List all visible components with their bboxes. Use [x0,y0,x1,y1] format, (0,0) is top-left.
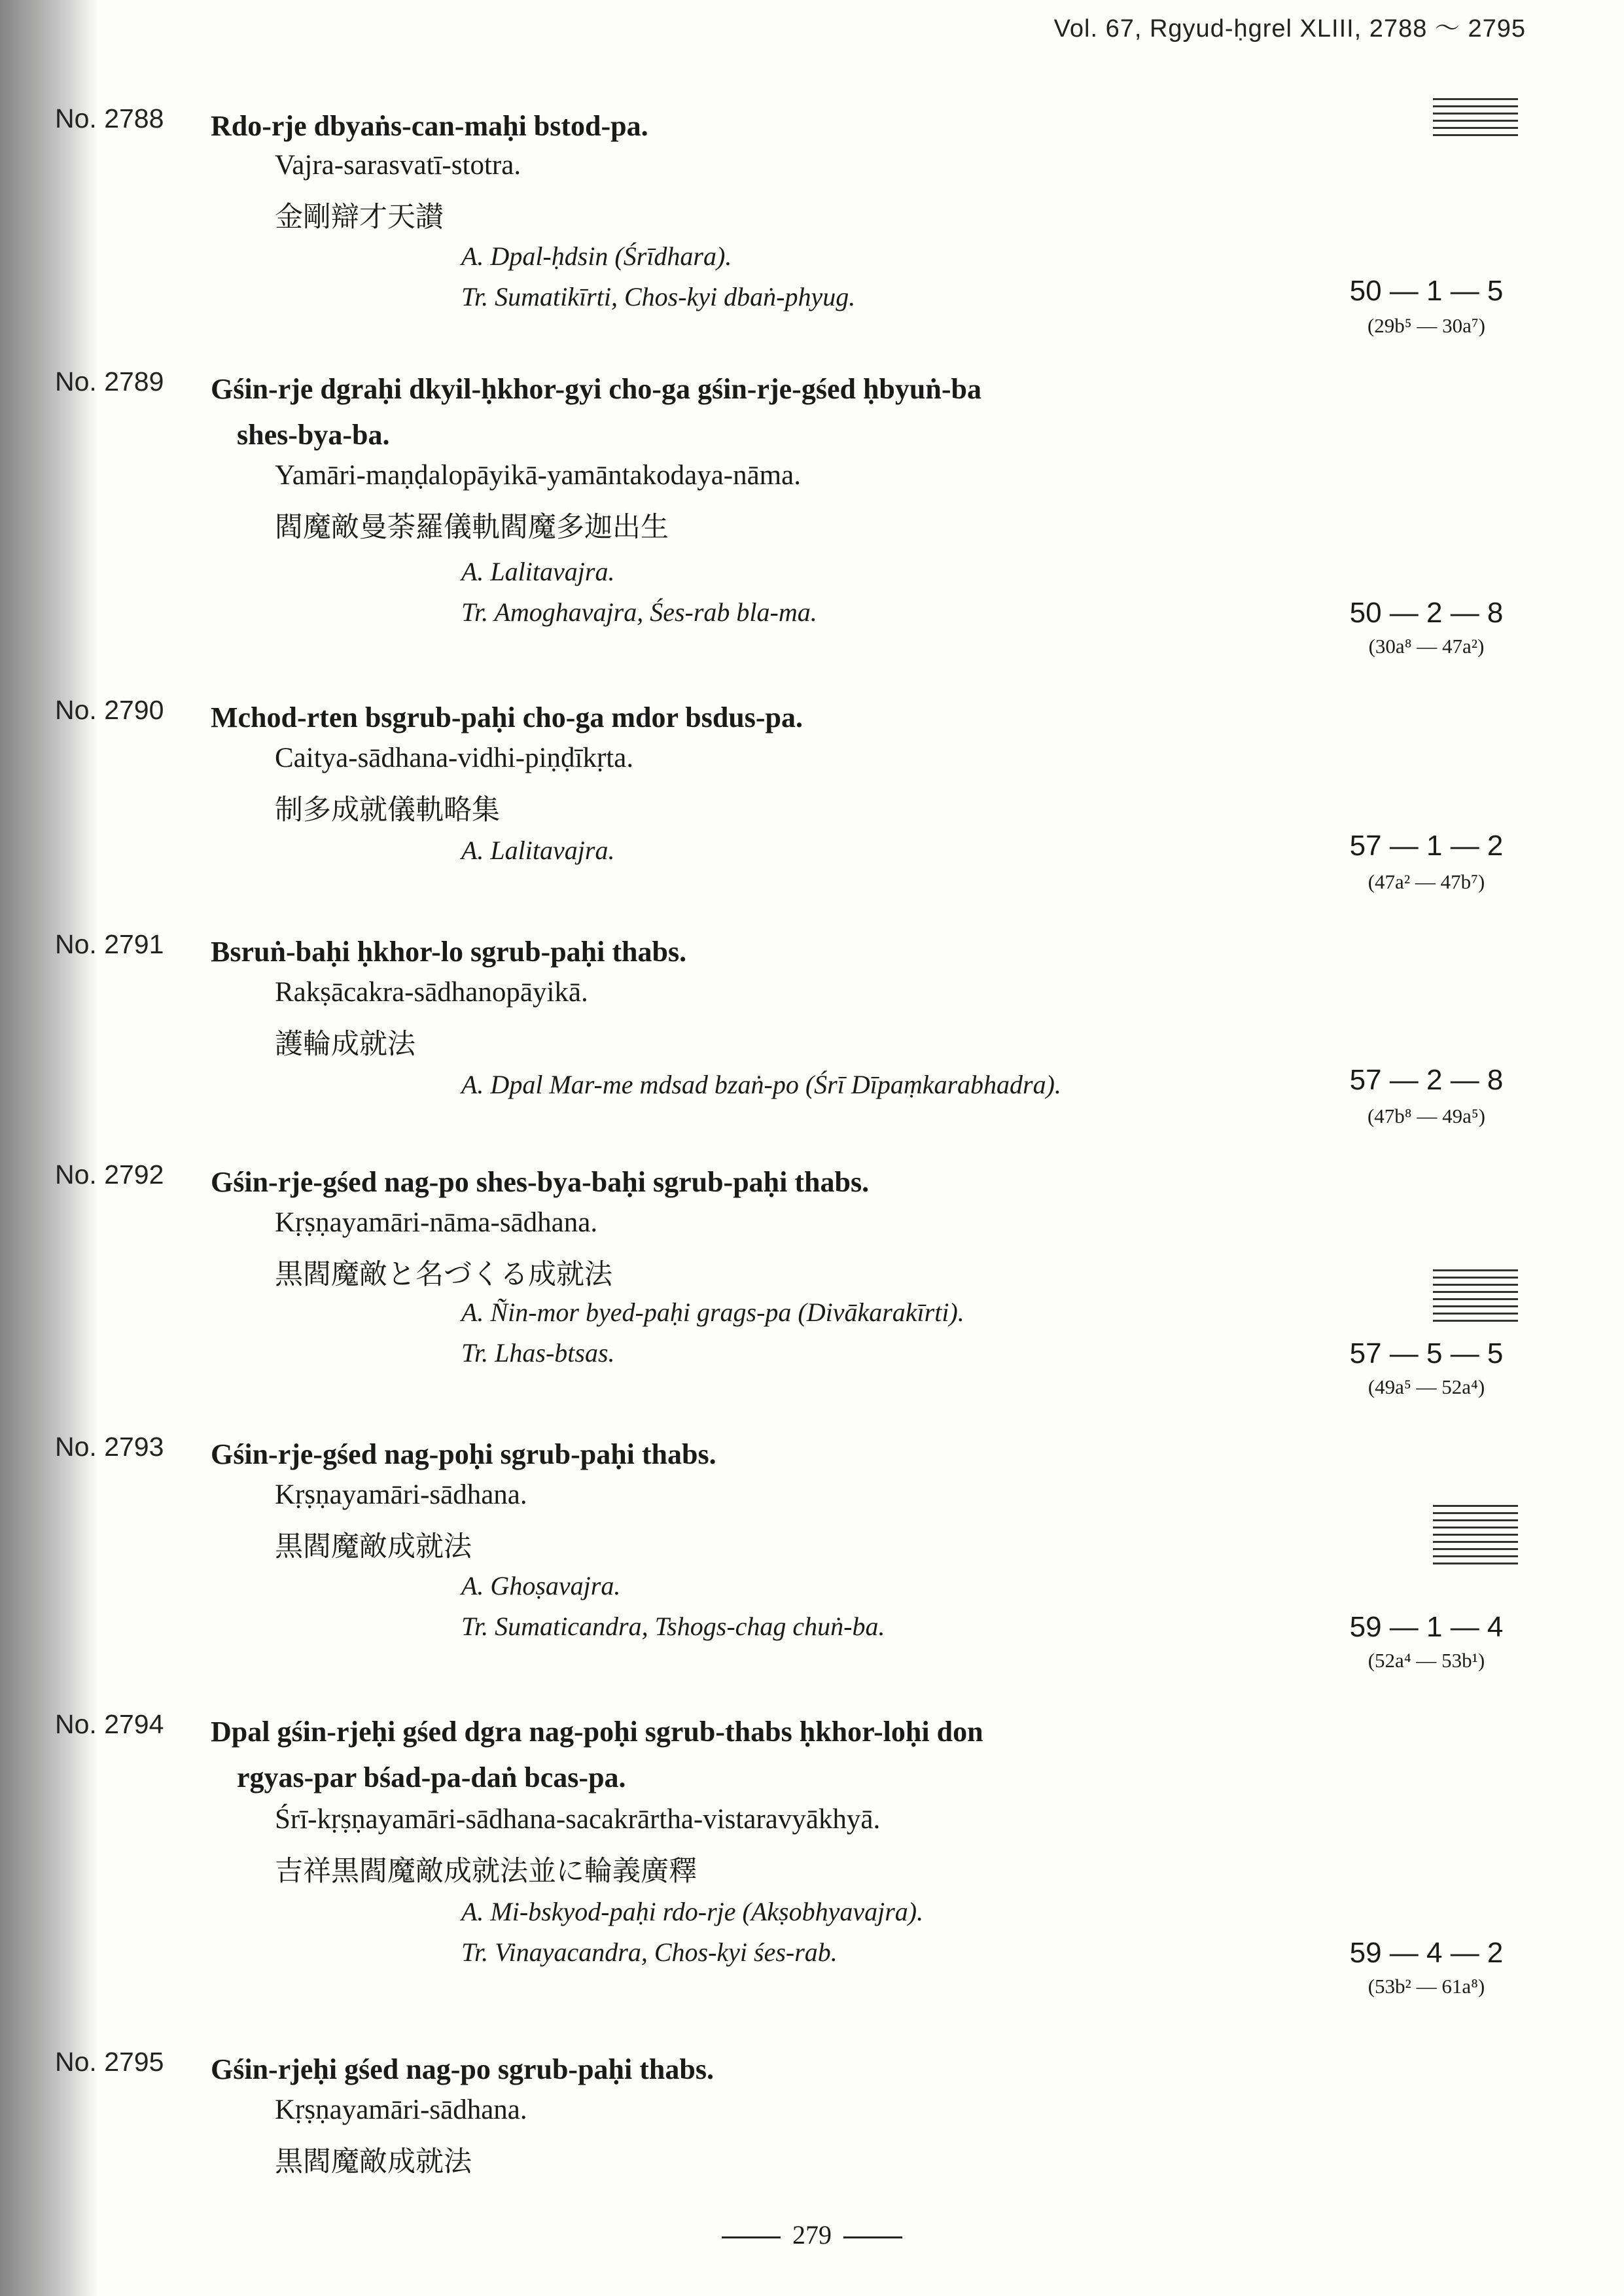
translator-line: Tr. Vinayacandra, Chos-kyi śes-rab. [461,1937,838,1967]
reference-number: 57 — 1 — 2 [1349,830,1504,862]
entry-title: Gśin-rje-gśed nag-poḥi sgrub-paḥi thabs. [211,1438,716,1470]
entry-number: No. 2791 [55,929,164,959]
chinese-title: 金剛辯才天讃 [275,201,444,234]
sanskrit-title: Caitya-sādhana-vidhi-piṇḍīkṛta. [275,743,634,773]
folio-range: (49a⁵ — 52a⁴) [1368,1375,1485,1398]
folio-range: (47b⁸ — 49a⁵) [1367,1104,1486,1127]
chinese-title: 護輪成就法 [275,1028,415,1061]
folio-range: (52a⁴ — 53b¹) [1368,1649,1485,1672]
chinese-title: 制多成就儀軌略集 [275,794,500,826]
author-line: A. Mi-bskyod-paḥi rdo-rje (Akṣobhyavajra). [461,1897,924,1926]
entry-number: No. 2793 [55,1432,164,1462]
entry-number: No. 2794 [55,1709,164,1739]
page-number: 279 [792,2220,832,2250]
author-line: A. Lalitavajra. [461,557,615,586]
footer-dash-right [843,2236,902,2238]
sanskrit-title: Rakṣācakra-sādhanopāyikā. [275,977,588,1008]
reference-number: 59 — 1 — 4 [1349,1611,1504,1643]
entry-title: Bsruṅ-baḥi ḥkhor-lo sgrub-paḥi thabs. [211,936,687,968]
reference-number: 57 — 2 — 8 [1349,1064,1504,1096]
footer-dash-left [722,2236,781,2238]
folio-range: (30a⁸ — 47a²) [1368,635,1485,658]
reference-number: 50 — 1 — 5 [1349,275,1504,307]
translator-line: Tr. Lhas-btsas. [461,1338,615,1368]
folio-range: (53b² — 61a⁸) [1368,1975,1485,1998]
sanskrit-title: Kṛṣṇayamāri-nāma-sādhana. [275,1207,598,1238]
translator-line: Tr. Amoghavajra, Śes-rab bla-ma. [461,597,817,627]
running-header: Vol. 67, Rgyud-ḥgrel XLIII, 2788 ～ 2795 [1053,15,1526,43]
chinese-title: 黒閻魔敵成就法 [275,1530,472,1563]
author-line: A. Dpal Mar-me mdsad bzaṅ-po (Śrī Dīpaṃkarabhadra). [461,1070,1061,1099]
entry-number: No. 2789 [55,366,164,397]
entry-number: No. 2790 [55,695,164,725]
author-line: A. Dpal-ḥdsin (Śrīdhara). [461,241,732,271]
chinese-title: 閻魔敵曼荼羅儀軌閻魔多迦出生 [275,511,669,544]
binding-shadow [0,0,98,2296]
folio-range: (29b⁵ — 30a⁷) [1367,314,1486,337]
folio-range: (47a² — 47b⁷) [1368,870,1485,893]
reference-number: 50 — 2 — 8 [1349,597,1504,629]
chinese-title: 黒閻魔敵と名づくる成就法 [275,1258,612,1291]
entry-title: Gśin-rje dgraḥi dkyil-ḥkhor-gyi cho-ga gśin-rje-gśed ḥbyuṅ-ba shes-bya-ba. [211,373,981,451]
entry-title: Gśin-rje-gśed nag-po shes-bya-baḥi sgrub-paḥi thabs. [211,1166,870,1198]
register-marks [1433,1269,1518,1327]
page-number-footer [0,2219,1624,2250]
reference-number: 57 — 5 — 5 [1349,1337,1504,1369]
chinese-title: 吉祥黒閻魔敵成就法並に輪義廣釋 [275,1855,697,1888]
entry-number: No. 2795 [55,2047,164,2077]
author-line: A. Ñin-mor byed-paḥi grags-pa (Divākarakīrti). [461,1298,964,1327]
entry-number: No. 2792 [55,1159,164,1190]
register-marks [1433,98,1518,141]
entry-title: Dpal gśin-rjeḥi gśed dgra nag-poḥi sgrub-thabs ḥkhor-loḥi don rgyas-par bśad-pa-daṅ bcas-pa. [211,1716,983,1793]
entry-title: Rdo-rje dbyaṅs-can-maḥi bstod-pa. [211,110,648,142]
sanskrit-title: Vajra-sarasvatī-stotra. [275,150,521,181]
entry-title: Gśin-rjeḥi gśed nag-po sgrub-paḥi thabs. [211,2053,714,2085]
sanskrit-title: Kṛṣṇayamāri-sādhana. [275,2094,527,2125]
sanskrit-title: Śrī-kṛṣṇayamāri-sādhana-sacakrārtha-vistaravyākhyā. [275,1804,881,1835]
translator-line: Tr. Sumatikīrti, Chos-kyi dbaṅ-phyug. [461,282,856,311]
chinese-title: 黒閻魔敵成就法 [275,2146,472,2178]
sanskrit-title: Yamāri-maṇḍalopāyikā-yamāntakodaya-nāma. [275,460,801,491]
author-line: A. Lalitavajra. [461,836,615,865]
reference-number: 59 — 4 — 2 [1349,1937,1504,1969]
register-marks [1433,1505,1518,1570]
translator-line: Tr. Sumaticandra, Tshogs-chag chuṅ-ba. [461,1612,885,1641]
entry-title: Mchod-rten bsgrub-paḥi cho-ga mdor bsdus-pa. [211,701,803,733]
entry-number: No. 2788 [55,103,164,133]
sanskrit-title: Kṛṣṇayamāri-sādhana. [275,1479,527,1510]
author-line: A. Ghoṣavajra. [461,1571,621,1600]
